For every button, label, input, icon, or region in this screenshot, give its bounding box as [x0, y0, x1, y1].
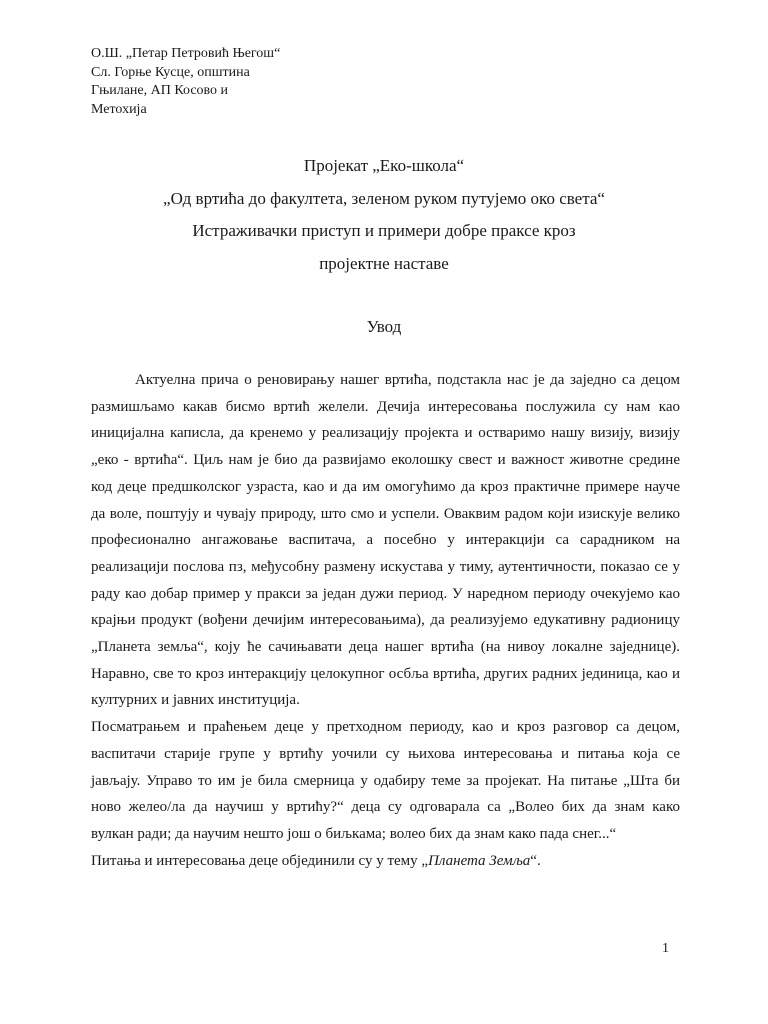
emphasized-topic: Планета Земља	[428, 852, 531, 869]
school-address-line: Сл. Горње Кусце, општина	[91, 64, 250, 80]
school-address-line: Гњилане, АП Косово и	[91, 83, 229, 98]
text-line: крајњи продукт (вођени дечијим интересовањима), да реализујемо едукативну радионицу	[91, 612, 680, 629]
text-fragment: Питања и интересовања деце објединили су у тему „	[91, 852, 429, 869]
school-name-line: О.Ш. „Петар Петровић Његош“	[91, 46, 281, 61]
school-address-line: Метохија	[91, 101, 147, 117]
text-line: „Планета земља“, коју ће сачињавати деца нашег вртића (на нивоу локалне заједнице).	[91, 639, 680, 656]
project-subtitle-line: пројектне наставе	[319, 253, 449, 273]
text-line: културних и јавних институција.	[91, 692, 300, 709]
paragraph	[91, 848, 680, 875]
text-line: васпитачи старије групе у вртићу уочили су њихова интересовања и питања која се	[91, 745, 680, 762]
section-heading-intro: Увод	[366, 317, 402, 336]
school-address-block	[91, 45, 280, 119]
text-line: раду као добар пример у пракси за један дужи период. У наредном периоду очекујемо као	[91, 585, 680, 602]
paragraph	[91, 367, 680, 714]
document-title-block	[0, 150, 768, 280]
text-line: иницијална каписла, да кренемо у реализацију пројекта и остваримо нашу визију, визију	[91, 425, 680, 442]
document-body	[91, 367, 680, 874]
project-title: Пројекат „Еко-школа“	[303, 156, 465, 175]
text-line	[91, 848, 680, 875]
text-line: реализацији послова пз, међусобну размену искустава у тиму, аутентичности, показао се у	[91, 558, 680, 575]
text-line: ново желео/ла да научиш у вртићу?“ деца су одговарала са „Волео бих да знам како	[91, 799, 680, 816]
text-fragment: “.	[530, 852, 541, 869]
page-number: 1	[662, 941, 669, 956]
text-line: Актуелна прича о реновирању нашег вртића, подстакла нас је да заједно са децом	[135, 372, 680, 388]
text-line: „еко - вртића“. Циљ нам је био да развијамо еколошку свест и важност животне средине	[91, 452, 680, 469]
text-line: размишљамо какав бисмо вртић желели. Дечија интересовања послужила су нам као	[91, 398, 680, 415]
project-subtitle: „Од вртића до факултета, зеленом руком путујемо око света“	[163, 188, 605, 208]
text-line: Посматрањем и праћењем деце у претходном периоду, као и кроз разговор са децом,	[91, 719, 680, 736]
text-line: код деце предшколског узраста, као и да им омогућимо да кроз практичне примере науче	[91, 478, 680, 495]
text-line: да воле, поштују и чувају природу, што смо и успели. Оваквим радом који изискује велико	[91, 505, 680, 522]
project-subtitle-line: Истраживачки приступ и примери добре праксе кроз	[192, 221, 576, 240]
paragraph	[91, 714, 680, 848]
text-line: професионално ангажовање васпитача, а посебно у интеракцији са сарадником на	[91, 532, 680, 549]
text-line: Наравно, све то кроз интеракцију целокупног осбља вртића, других радних јединица, као и	[91, 665, 680, 682]
text-line: јављају. Управо то им је била смерница у одабиру теме за пројекат. На питање „Шта би	[91, 772, 680, 789]
text-line: вулкан ради; да научим нешто још о биљкама; волео бих да знам како пада снег...“	[91, 825, 617, 842]
